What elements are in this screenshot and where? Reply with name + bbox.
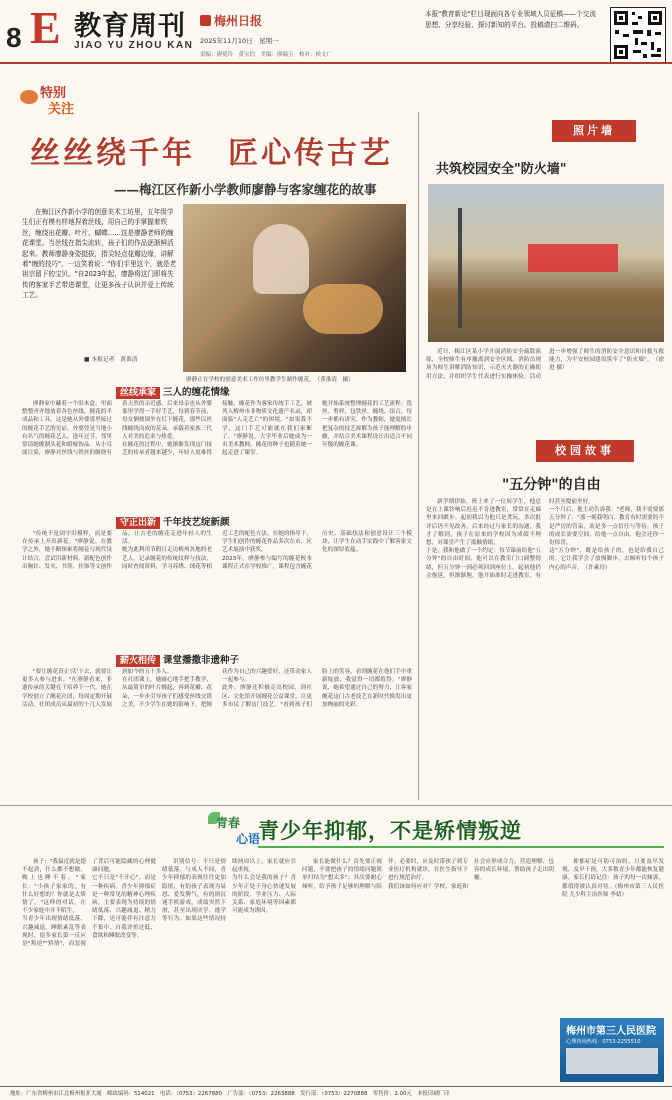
photo-wall-paragraph: 近日，梅江区某小学开展消防安全疏散演练，全校师生有序撤离到安全区域。消防员现场为师生讲解消防知识，示范灭火器的正确使用方法，并组织学生代表进行实操体验。活动进一步增强了师生的消防安全意识和自救互救能力，为平安校园建设筑牢了"防火墙"。 （徐进 摄） xyxy=(426,349,664,380)
footer-rule xyxy=(0,1086,672,1087)
section-2-heading xyxy=(116,514,416,528)
qr-code[interactable] xyxy=(610,7,666,63)
section-3-heading xyxy=(116,652,416,666)
photo-wall-headline: 共筑校园安全"防火墙" xyxy=(436,162,567,177)
photo-banner xyxy=(528,244,618,272)
youth-col-3 xyxy=(302,858,554,1082)
section-1-heading xyxy=(116,384,416,398)
youth-headline: 青少年抑郁，不是矫情叛逆 xyxy=(258,819,522,843)
issue-date: 2025年11月10日 星期一 xyxy=(200,37,279,45)
campus-story-headline: "五分钟"的自由 xyxy=(502,477,601,493)
youth-col-4 xyxy=(562,858,664,1014)
logo-icon xyxy=(200,15,211,26)
section-2-body xyxy=(22,530,412,648)
section-2-text: "传统不是固守旧模样，而是要在传承上开出新花。"廖静说。在教学之外，她不断探索将缠花与现代设计结合，尝试用新材料、新配色创作出胸针、发夹、书签、挂饰等文创作品，让古老的缠花走进年轻人的生活。 她为此利用节假日走访梅州各地的老艺人，记录缠花的传统纹样与技法，同时查阅资料，学习苏绣、绒花等相近工艺的配色方法。在她的指导下，学生们创作的缠花作品多次在市、区艺术展演中获奖。 2023年，廖静参与编写的缠花校本课程正式在学校推广，课程包含缠花历史、基础技法和创意设计三个模块，让学生在动手实践中了解客家文化的深厚底蕴。 xyxy=(22,531,412,570)
teacher-figure xyxy=(253,224,309,294)
ad-hotline: 心理咨询热线：0753-2255510 xyxy=(566,1039,641,1045)
youth-tag-a: 青春 xyxy=(216,816,241,830)
lead-paragraph: 在梅江区作新小学的创意美术工坊里，五年级学生们正有模有样地捏着丝线，用自己的手掌握着铁丝，缠绕出花瓣、叶片、蝴蝶……这是廖静老师的缠花课堂。当丝线在指尖流转，孩子们的作品逐渐鲜活起来。教师廖静身姿挺拔，指尖轻点花瓣边缘，讲解着"缠的技巧"，一边笑着说："你们手里这个，就是老祖宗留下的宝贝。"自2023年起，廖静将这门即将失传的客家手艺带进课堂，让更多孩子认识并爱上传统工艺。 xyxy=(22,208,177,300)
feature-headline: 丝丝绕千年 匠心传古艺 xyxy=(30,136,393,171)
masthead-title: 教育周刊 xyxy=(74,11,186,42)
bird-icon xyxy=(20,90,38,104)
fire-drill-photo xyxy=(428,184,664,342)
youth-tag-b: 心语 xyxy=(236,832,261,846)
campus-story-paragraph: 新学期伊始，班上来了一位转学生，他总是在上课铃响后迟迟不肯进教室，常常在走廊里来回踱步。起初我以为他只是贪玩，多次批评后仍不见改善。后来经过与家长的沟通，我才了解到，孩子在原来的学校因为成绩不理想，对课堂产生了抵触情绪。 于是，我和他做了一个约定：每节课前给他"五分钟"的自由时间，他可以在教室门口调整情绪，但五分钟一到必须回到座位上。起初他仍会拖延，但渐渐地，他开始准时走进教室，有时甚至提前坐好。 一个月后，他主动告诉我："老师，我不需要那五分钟了。"那一刻我明白，教育有时需要的不是严厉的管束，而是多一点信任与等待。孩子的成长需要空间，给他一点自由，他会还你一份惊喜。 这"五分钟"，既是给孩子的，也是给我自己的。它让我学会了放慢脚步，去倾听每个孩子内心的声音。 （许素玲） xyxy=(426,499,664,579)
newspaper-logo xyxy=(200,12,262,29)
section-2-title: 千年技艺绽新颜 xyxy=(163,517,230,528)
section-3-title: 课堂播撒非遗种子 xyxy=(163,655,240,666)
feature-tag-line2: 关注 xyxy=(48,102,75,117)
section-1-title: 三人的缠花情缘 xyxy=(163,387,230,398)
reporter-byline: ■ 本报记者 黄淮清 xyxy=(84,357,138,363)
youth-col-2 xyxy=(162,858,296,1082)
newspaper-name: 梅州日报 xyxy=(214,14,263,28)
section-letter: E xyxy=(30,2,61,53)
ad-title: 梅州市第三人民医院 xyxy=(566,1026,656,1037)
youth-text-3: 家长能做什么？首先要正视问题，不要把孩子的情绪问题简单归结为"想太多"；其次要耐心倾听，给予孩子足够的理解与陪伴；必要时，应及时带孩子到专业医疗机构就诊，在医生指导下进行规范治疗。 我们该如何应对？学校、家庭和社会应形成合力，营造理解、包容的成长环境，帮助孩子走出阴霾。 xyxy=(302,859,554,890)
photo-pole xyxy=(458,208,462,328)
feature-lead xyxy=(22,207,180,369)
page-number: 8 xyxy=(6,22,22,53)
section-3-body xyxy=(22,668,412,800)
page-footer: 地址：广东省梅州市江北梅州报业大厦 邮政编码：514021 电话：（0753）2267880 广告部：（0753）2263888 发行部：（0753）2270888 零售价：2.00元 本报印刷厂印 xyxy=(10,1091,450,1097)
youth-headline-rule xyxy=(258,846,664,848)
masthead-rule xyxy=(0,62,672,64)
youth-text-1: 孩子："我最近就是提不起劲，什么都不想做，晚上也睡不着。"家长："小孩子家家的，有什么好想的？你就是太矫情了。"这样的对话，在不少家庭中并不陌生。 当青少年出现情绪低落、兴趣减退、睡眠紊乱等表现时，很多家长第一反应是"叛逆""矫情"，而忽视了背后可能隐藏的心理健康问题。 它不只是"不开心"，而是一种疾病。青少年抑郁症是一种常见的精神心理疾病，主要表现为持续的情绪低落、兴趣减退、精力下降，还可能伴有注意力不集中、自我评价过低、食欲和睡眠改变等。 xyxy=(22,859,156,948)
hospital-building-image xyxy=(566,1048,658,1074)
section-3-label: 薪火相传 xyxy=(116,655,160,667)
qr-code-icon xyxy=(611,8,665,62)
photo-wall-text xyxy=(426,348,664,434)
column-divider xyxy=(418,112,419,800)
section-1-body xyxy=(22,400,412,510)
youth-col-1 xyxy=(22,858,156,1082)
section-1-text: 廖静家中藏着一个旧木盒，里面整整齐齐地放着各色丝线、缠花的半成品和工具。这是她从外婆那里接过的缠花手艺的见证。外婆曾是当地小有名气的缠花艺人，逢年过节，邻里常请她缠制头花和婚嫁饰品。从小耳濡目染，廖静对丝线与铁丝的缠绕有着天然的亲近感。后来母亲也从外婆那里学得一手好手艺，每到春节前，母女俩便围坐在灯下缠花，那些以丝线缠绕而成的花朵，承载着家族三代人对美的追求与热爱。 在缠花的过程中，她渐渐发现这门技艺的传承者越来越少，年轻人更难得接触。缠花作为客家传统手工艺，被列入梅州市非物质文化遗产名录，却面临"人走艺亡"的困境。"如果我不学，这门手艺可能就在我们家断了。"廖静说。大学毕业后她成为一名美术教师，缠花的种子也随着她一起走进了课堂。 她开始系统整理缠花的工艺流程：选丝、剪样、包铁丝、缠绕、组合，每一步都有讲究。作为教师，她更擅长把复杂的技艺拆解为孩子能理解的步骤，并结合美术课程设计出适合不同年级的缠花课。 xyxy=(22,401,412,457)
section-1-label: 丝线承家 xyxy=(116,387,160,399)
masthead-pinyin: JIAO YU ZHOU KAN xyxy=(74,40,194,51)
special-focus-tag xyxy=(20,82,86,118)
campus-story-tag: 校园故事 xyxy=(536,440,634,462)
youth-text-4: 抑郁症是可防可治的。只要及早发现、及早干预，大多数青少年都能恢复健康。家长们请记住：孩子的每一次倾诉，都值得被认真对待。（梅州市第三人民医院 儿少科主治医师 李婧） xyxy=(562,859,664,898)
section-divider xyxy=(0,805,672,806)
feature-photo xyxy=(183,204,406,372)
feature-photo-caption: 廖静正在学校的创意美术工作坊里教学生制作缠花。 （黄淮清 摄） xyxy=(186,377,354,383)
section-2-label: 守正出新 xyxy=(116,517,160,529)
editor-credits: 责编：廖冕玲 黄宝信 美编：廖瑞玉 校对：侯文广 xyxy=(200,52,333,58)
feature-tag-line1: 特别 xyxy=(40,86,67,101)
photo-wall-tag: 照片墙 xyxy=(552,120,636,142)
youth-text-2: 识别信号：不只是情绪低落。与成人不同，青少年抑郁的表现往往更加隐匿，有的孩子表现为易怒、爱发脾气，有的则沉迷手机游戏，成绩突然下滑，甚至出现厌学、逃学等行为。如果这些情况持续两周以上，家长就应引起重视。 为什么会是我的孩子？青少年正处于身心快速发展的阶段，学业压力、人际关系、家庭环境等因素都可能成为诱因。 xyxy=(162,859,296,923)
hospital-ad[interactable] xyxy=(560,1018,664,1082)
campus-story-text xyxy=(426,498,664,798)
feature-subhead: ——梅江区作新小学教师廖静与客家缠花的故事 xyxy=(114,182,377,197)
submission-notice: 本报"教育新论"栏目现面向各专业领域人员征稿——个交流思想、分享经验、探讨新知的平台。投稿请扫二维码。 xyxy=(425,10,596,29)
section-3-text: "要让缠花真正'活'下去，就要让更多人参与进来。"在廖静看来，非遗传承的关键在于培养下一代。她在学校创立了缠花社团，每周定期开展活动，社团成员从最初的十几人发展到如今的五十多人。 在社团课上，她耐心地手把手教学，从最简单的叶片缠起，再到花瓣、花朵，一步步引导孩子们感受丝线交错之美。不少学生在她的影响下，把缠花作为自己的兴趣爱好，还带动家人一起参与。 此外，廖静还积极走出校园，到社区、文化馆开展缠花公益课堂，让更多市民了解这门技艺。"看到孩子们脸上的笑容，看到缠花在他们手中重新绽放，我觉得一切都值得。"廖静说，她希望通过自己的努力，让客家缠花这门古老技艺在新时代焕发出更加绚丽的光彩。 xyxy=(22,669,412,708)
flower-craft xyxy=(303,284,383,334)
